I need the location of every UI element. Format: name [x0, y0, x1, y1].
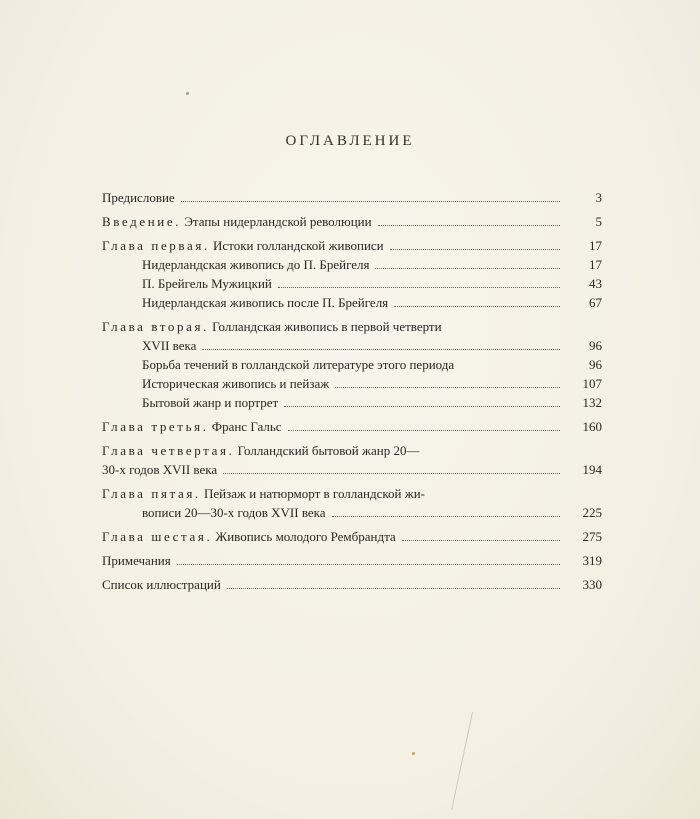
toc-entry-title: Истоки голландской живописи — [213, 238, 384, 253]
toc-page-number: 17 — [589, 257, 602, 272]
toc-entry-title: Живопись молодого Рембрандта — [215, 529, 396, 544]
dot-leader — [375, 267, 560, 269]
table-of-contents — [102, 188, 602, 594]
toc-entry[interactable] — [102, 212, 602, 231]
dot-leader — [284, 405, 560, 407]
toc-entry[interactable] — [102, 527, 602, 546]
toc-entry[interactable] — [102, 441, 602, 479]
toc-entry-prefix: Глава третья. — [102, 419, 209, 434]
dot-leader — [177, 563, 560, 565]
dot-leader — [332, 515, 560, 517]
toc-subentry[interactable] — [102, 293, 602, 312]
toc-entry[interactable] — [102, 575, 602, 594]
toc-page-number: 225 — [582, 505, 602, 520]
toc-page-number: 330 — [582, 577, 602, 592]
toc-subentry[interactable] — [102, 274, 602, 293]
toc-page-number: 96 — [589, 357, 602, 372]
dot-leader — [223, 472, 560, 474]
dot-leader — [394, 305, 560, 307]
toc-entry-title: Примечания — [102, 553, 171, 568]
dot-leader — [378, 224, 560, 226]
dot-leader — [181, 200, 560, 202]
toc-entry-prefix: Глава шестая. — [102, 529, 213, 544]
toc-entry-title: Нидерландская живопись до П. Брейгеля — [142, 257, 370, 272]
toc-page-number: 194 — [582, 462, 602, 477]
paper-spot — [186, 92, 189, 95]
toc-entry-prefix: Глава вторая. — [102, 319, 209, 334]
toc-entry-title: Пейзаж и натюрморт в голландской жи- — [204, 486, 425, 501]
dot-leader — [202, 348, 560, 350]
toc-page-number: 96 — [589, 338, 602, 353]
toc-entry-prefix: Глава четвертая. — [102, 443, 235, 458]
toc-subentry[interactable] — [102, 393, 602, 412]
dot-leader — [227, 587, 560, 589]
toc-page-number: 319 — [582, 553, 602, 568]
toc-entry-prefix: Введение. — [102, 214, 182, 229]
toc-entry[interactable] — [102, 484, 602, 522]
toc-page-number: 67 — [589, 295, 602, 310]
toc-subentry[interactable] — [102, 255, 602, 274]
toc-page-number: 3 — [595, 190, 602, 205]
dot-leader — [390, 248, 560, 250]
toc-entry-title: Этапы нидерландской революции — [184, 214, 372, 229]
toc-entry-title: Нидерландская живопись после П. Брейгеля — [142, 295, 389, 310]
toc-entry[interactable] — [102, 551, 602, 570]
toc-page-number: 275 — [582, 529, 602, 544]
toc-page-number: 17 — [589, 238, 602, 253]
toc-entry[interactable] — [102, 417, 602, 436]
paper-scratch — [451, 712, 473, 810]
toc-entry-title: Бытовой жанр и портрет — [142, 395, 279, 410]
toc-page-number: 160 — [582, 419, 602, 434]
toc-entry-title-continued: XVII века — [142, 338, 197, 353]
toc-entry[interactable] — [102, 317, 602, 355]
toc-page-number: 43 — [589, 276, 602, 291]
contents-heading: ОГЛАВЛЕНИЕ — [285, 133, 415, 149]
toc-entry-title-continued: вописи 20—30-х годов XVII века — [142, 505, 326, 520]
toc-entry-title: Предисловие — [102, 190, 175, 205]
toc-entry-prefix: Глава первая. — [102, 238, 210, 253]
dot-leader — [288, 429, 560, 431]
toc-entry-title: П. Брейгель Мужицкий — [142, 276, 272, 291]
toc-page-number: 132 — [582, 395, 602, 410]
toc-entry-title: Борьба течений в голландской литературе этого периода — [142, 357, 455, 372]
toc-subentry[interactable] — [102, 374, 602, 393]
toc-subentry[interactable] — [102, 355, 602, 374]
toc-entry-title: Голландская живопись в первой четверти — [212, 319, 442, 334]
dot-leader — [460, 368, 560, 369]
toc-entry-title: Список иллюстраций — [102, 577, 221, 592]
toc-entry[interactable] — [102, 188, 602, 207]
dot-leader — [402, 539, 560, 541]
paper-spot — [412, 752, 415, 755]
toc-page-number: 107 — [582, 376, 602, 391]
toc-entry-title-continued: 30-х годов XVII века — [102, 462, 218, 477]
toc-entry-title: Историческая живопись и пейзаж — [142, 376, 330, 391]
toc-entry-title: Франс Гальс — [211, 419, 282, 434]
toc-entry-title: Голландский бытовой жанр 20— — [237, 443, 420, 458]
dot-leader — [278, 286, 560, 288]
dot-leader — [335, 386, 560, 388]
toc-entry-prefix: Глава пятая. — [102, 486, 201, 501]
toc-page-number: 5 — [595, 214, 602, 229]
toc-entry[interactable] — [102, 236, 602, 255]
